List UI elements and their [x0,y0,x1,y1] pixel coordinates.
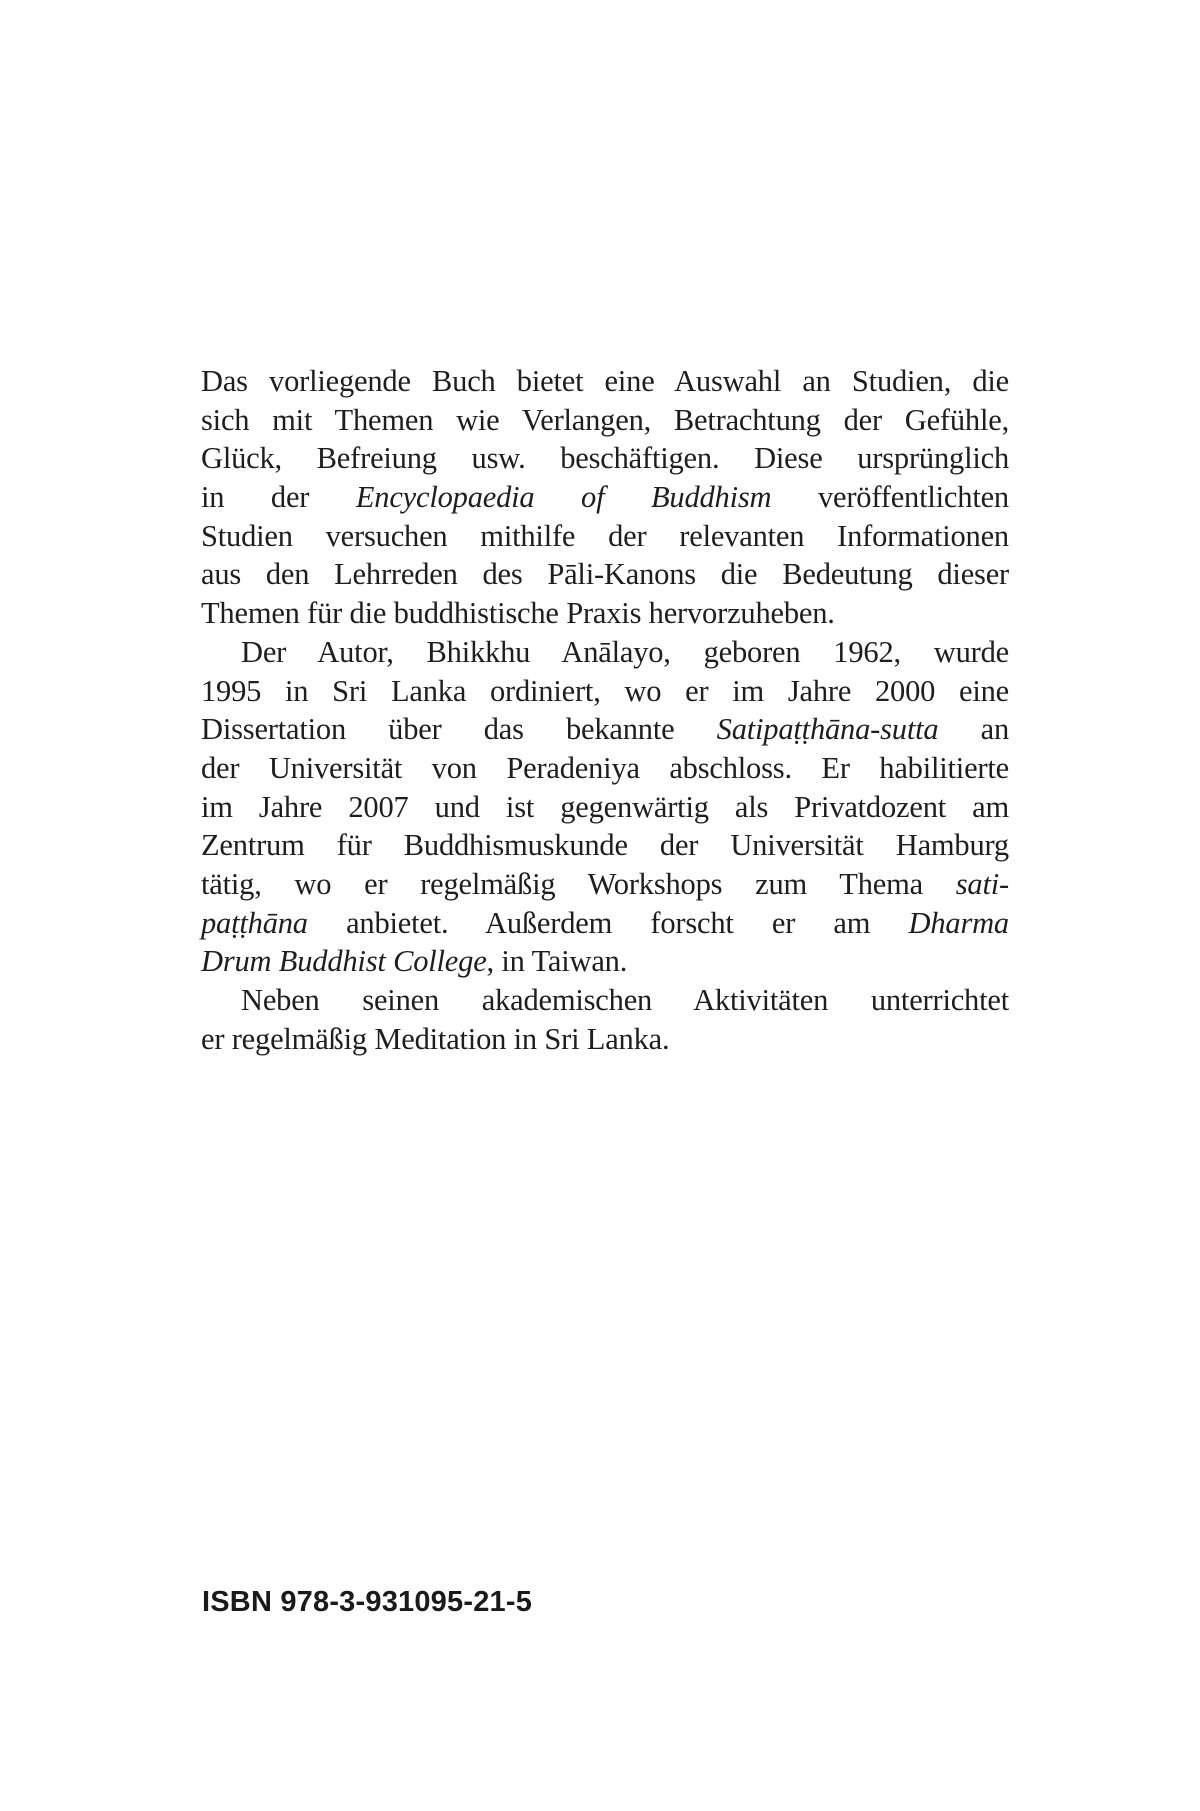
text-run: veröffentlichten [771,480,1009,515]
text-line [201,788,1009,827]
text-line [201,401,1009,440]
text-line [201,362,1009,401]
text-run: im Jahre 2007 und ist gegenwärtig als Privatdozent am [201,789,1009,824]
paragraph [201,362,1009,633]
text-run: Der Autor, Bhikkhu Anālayo, geboren 1962, wurde [241,634,1009,669]
text-run: , in Taiwan. [486,944,628,979]
text-run: er regelmäßig Meditation in Sri Lanka. [201,1021,670,1056]
text-line [201,478,1009,517]
text-run: der Universität von Peradeniya abschloss. Er habilitierte [201,750,1009,785]
text-line [201,594,1009,633]
italic-text: sati- [955,866,1009,901]
text-run: an [938,712,1010,747]
italic-text: Drum Buddhist College [201,944,487,979]
italic-text: Encyclopaedia of Buddhism [355,480,772,515]
text-line [201,942,1009,981]
text-run: Glück, Befreiung usw. beschäftigen. Diese ursprünglich [201,441,1009,476]
text-run: Neben seinen akademischen Aktivitäten unterrichtet [241,983,1009,1017]
text-run: anbietet. Außerdem forscht er am [307,905,909,940]
text-line [201,981,1009,1020]
text-line [201,555,1009,594]
text-run: Das vorliegende Buch bietet eine Auswahl an Studien, die [201,364,1009,398]
text-line [201,633,1009,672]
italic-text: paṭṭhāna [201,905,308,940]
text-run: Dissertation über das bekannte [201,712,717,747]
text-run: aus den Lehrreden des Pāli-Kanons die Bedeutung dieser [201,557,1009,592]
text-line [201,1020,1009,1059]
text-line [201,865,1009,904]
isbn-number: ISBN 978-3-931095-21-5 [202,1586,533,1618]
text-line [201,904,1009,943]
text-line [201,672,1009,711]
text-line [201,439,1009,478]
text-run: sich mit Themen wie Verlangen, Betrachtung der Gefühle, [201,402,1009,437]
italic-text: Satipaṭṭhāna-sutta [716,712,939,747]
text-run: 1995 in Sri Lanka ordiniert, wo er im Jahre 2000 eine [201,673,1009,708]
text-line [201,826,1009,865]
text-line [201,710,1009,749]
text-run: in der [201,480,356,515]
blurb-text [201,362,1009,1058]
paragraph [201,633,1009,981]
italic-text: Dharma [908,905,1009,940]
text-run: Themen für die buddhistische Praxis hervorzuheben. [201,596,835,631]
text-run: Studien versuchen mithilfe der relevanten Informationen [201,518,1009,553]
text-line [201,517,1009,556]
text-line [201,749,1009,788]
text-run: tätig, wo er regelmäßig Workshops zum Thema [201,866,956,901]
text-run: Zentrum für Buddhismuskunde der Universität Hamburg [201,828,1009,863]
paragraph [201,981,1009,1058]
